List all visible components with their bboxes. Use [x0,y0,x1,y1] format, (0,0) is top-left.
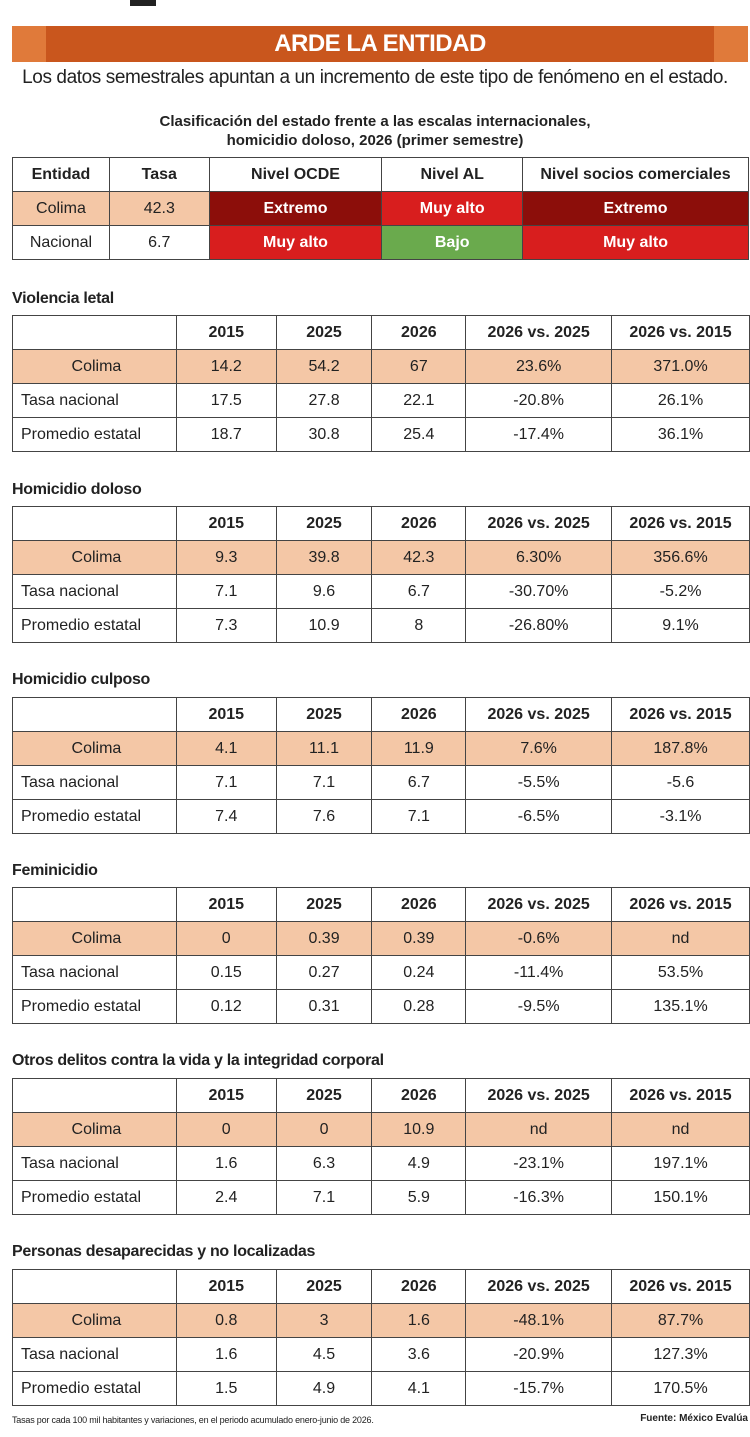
table-row [13,418,750,452]
table-row [13,1181,750,1215]
table-row [13,732,750,766]
header-cell: 2026 vs. 2015 [612,507,750,541]
table-cell: 8 [372,609,466,643]
header-cell: 2026 [372,698,466,732]
table-cell: -9.5% [466,990,612,1024]
header-cell: 2026 [372,316,466,350]
table-row [13,1304,750,1338]
table-cell: 0.39 [276,922,372,956]
table-cell: 7.3 [176,609,276,643]
table-cell: 187.8% [612,732,750,766]
table-cell: 127.3% [612,1338,750,1372]
table-cell: 17.5 [176,384,276,418]
row-label: Colima [13,1304,177,1338]
table-cell: nd [466,1113,612,1147]
table-cell: 0.15 [176,956,276,990]
row-label: Tasa nacional [13,1147,177,1181]
header-cell: 2015 [176,316,276,350]
table-cell: 10.9 [372,1113,466,1147]
table-row [13,1113,750,1147]
table-cell: -6.5% [466,800,612,834]
table-cell: 3 [276,1304,372,1338]
table-cell: -48.1% [466,1304,612,1338]
header-cell: 2025 [276,316,372,350]
table-cell: 1.6 [176,1147,276,1181]
row-label: Colima [13,922,177,956]
table-header-row [13,888,750,922]
classification-title-line2: homicidio doloso, 2026 (primer semestre) [226,132,524,149]
header-cell: 2015 [176,507,276,541]
table-row [13,350,750,384]
nivel-ocde-badge: Muy alto [209,226,382,260]
nivel-socios-badge: Extremo [523,192,749,226]
classification-row-colima [13,192,749,226]
table-cell: 0.28 [372,990,466,1024]
table-cell: 197.1% [612,1147,750,1181]
table-cell: 1.6 [372,1304,466,1338]
table-cell: 2.4 [176,1181,276,1215]
header-cell: 2026 vs. 2015 [612,698,750,732]
row-label: Promedio estatal [13,609,177,643]
table-cell: 7.4 [176,800,276,834]
table-cell: 7.1 [176,766,276,800]
table-row [13,541,750,575]
table-cell: 371.0% [612,350,750,384]
table-cell: 6.30% [466,541,612,575]
row-label: Promedio estatal [13,1181,177,1215]
table-cell: 18.7 [176,418,276,452]
table-cell: 1.5 [176,1372,276,1406]
table-cell: -17.4% [466,418,612,452]
header-blank-cell [13,698,177,732]
table-cell: -5.6 [612,766,750,800]
table-cell: 11.9 [372,732,466,766]
nivel-al-badge: Muy alto [382,192,523,226]
footnote: Tasas por cada 100 mil habitantes y variaciones, en el periodo acumulado enero-junio de 2026. [12,1415,374,1425]
table-cell: -20.8% [466,384,612,418]
header-cell: 2025 [276,1079,372,1113]
header-cell: 2015 [176,1270,276,1304]
header-nivel-al: Nivel AL [382,158,523,192]
header-entidad: Entidad [13,158,110,192]
table-cell: 170.5% [612,1372,750,1406]
page-subtitle: Los datos semestrales apuntan a un incremento de este tipo de fenómeno en el estado. [22,67,728,88]
classification-table [12,157,749,260]
section-title: Homicidio doloso [12,481,142,498]
section-title: Violencia letal [12,290,114,307]
row-label: Tasa nacional [13,575,177,609]
header-cell: 2026 vs. 2025 [466,1270,612,1304]
header-cell: 2026 vs. 2015 [612,1270,750,1304]
table-row [13,1338,750,1372]
entidad-cell: Nacional [13,226,110,260]
table-cell: 6.7 [372,766,466,800]
table-cell: 9.6 [276,575,372,609]
table-cell: 87.7% [612,1304,750,1338]
table-cell: 6.3 [276,1147,372,1181]
row-label: Promedio estatal [13,990,177,1024]
table-row [13,956,750,990]
table-cell: 10.9 [276,609,372,643]
header-cell: 2026 [372,1079,466,1113]
table-cell: 23.6% [466,350,612,384]
table-cell: 0.24 [372,956,466,990]
header-cell: 2015 [176,698,276,732]
table-cell: 0.12 [176,990,276,1024]
header-blank-cell [13,888,177,922]
header-cell: 2026 vs. 2025 [466,698,612,732]
table-cell: 26.1% [612,384,750,418]
row-label: Tasa nacional [13,956,177,990]
table-cell: 7.6 [276,800,372,834]
tasa-cell: 6.7 [109,226,209,260]
table-cell: 14.2 [176,350,276,384]
data-table [12,1078,750,1215]
row-label: Promedio estatal [13,800,177,834]
classification-title [0,112,750,150]
header-blank-cell [13,1079,177,1113]
table-cell: 0 [276,1113,372,1147]
table-header-row [13,507,750,541]
header-cell: 2026 vs. 2025 [466,507,612,541]
nivel-socios-badge: Muy alto [523,226,749,260]
table-cell: -30.70% [466,575,612,609]
section-title: Homicidio culposo [12,671,151,688]
table-cell: 7.6% [466,732,612,766]
table-cell: nd [612,1113,750,1147]
header-cell: 2025 [276,698,372,732]
table-row [13,922,750,956]
nivel-ocde-badge: Extremo [209,192,382,226]
table-cell: 42.3 [372,541,466,575]
table-cell: 0.27 [276,956,372,990]
header-blank-cell [13,1270,177,1304]
table-cell: 356.6% [612,541,750,575]
row-label: Colima [13,541,177,575]
section-title: Feminicidio [12,862,98,879]
header-nivel-socios: Nivel socios comerciales [523,158,749,192]
table-cell: 7.1 [176,575,276,609]
table-cell: 22.1 [372,384,466,418]
header-cell: 2025 [276,507,372,541]
table-cell: 0 [176,922,276,956]
classification-header-row [13,158,749,192]
table-cell: 135.1% [612,990,750,1024]
table-cell: 4.1 [372,1372,466,1406]
header-cell: 2026 [372,888,466,922]
table-cell: nd [612,922,750,956]
header-cell: 2026 vs. 2025 [466,1079,612,1113]
table-cell: 6.7 [372,575,466,609]
table-header-row [13,1270,750,1304]
table-cell: 9.3 [176,541,276,575]
table-header-row [13,698,750,732]
table-cell: 150.1% [612,1181,750,1215]
table-cell: 53.5% [612,956,750,990]
table-cell: 7.1 [276,1181,372,1215]
data-table [12,506,750,643]
table-cell: -23.1% [466,1147,612,1181]
row-label: Colima [13,350,177,384]
row-label: Colima [13,732,177,766]
header-tasa: Tasa [109,158,209,192]
table-cell: 4.5 [276,1338,372,1372]
table-cell: 4.9 [372,1147,466,1181]
table-row [13,800,750,834]
table-cell: 25.4 [372,418,466,452]
row-label: Tasa nacional [13,384,177,418]
header-cell: 2026 vs. 2025 [466,888,612,922]
header-nivel-ocde: Nivel OCDE [209,158,382,192]
table-cell: 4.1 [176,732,276,766]
row-label: Promedio estatal [13,1372,177,1406]
row-label: Colima [13,1113,177,1147]
section-title: Otros delitos contra la vida y la integridad corporal [12,1052,384,1069]
header-cell: 2026 [372,1270,466,1304]
nivel-al-badge: Bajo [382,226,523,260]
table-cell: 0 [176,1113,276,1147]
table-row [13,1372,750,1406]
header-cell: 2026 vs. 2025 [466,316,612,350]
section-title: Personas desaparecidas y no localizadas [12,1243,316,1260]
row-label: Tasa nacional [13,766,177,800]
header-blank-cell [13,507,177,541]
table-cell: -5.5% [466,766,612,800]
table-row [13,766,750,800]
table-cell: 11.1 [276,732,372,766]
table-cell: 54.2 [276,350,372,384]
entidad-cell: Colima [13,192,110,226]
classification-row-nacional [13,226,749,260]
table-row [13,575,750,609]
table-cell: 39.8 [276,541,372,575]
table-cell: 67 [372,350,466,384]
header-cell: 2015 [176,1079,276,1113]
page-title: ARDE LA ENTIDAD [274,30,486,57]
title-banner [12,26,748,62]
data-table [12,1269,750,1406]
table-cell: 3.6 [372,1338,466,1372]
table-cell: -11.4% [466,956,612,990]
header-cell: 2026 vs. 2015 [612,888,750,922]
data-table [12,697,750,834]
table-header-row [13,1079,750,1113]
table-cell: -0.6% [466,922,612,956]
table-cell: -15.7% [466,1372,612,1406]
table-row [13,1147,750,1181]
table-cell: 7.1 [276,766,372,800]
header-cell: 2026 [372,507,466,541]
header-blank-cell [13,316,177,350]
top-mark [130,0,156,6]
table-cell: 7.1 [372,800,466,834]
table-cell: 27.8 [276,384,372,418]
table-cell: 9.1% [612,609,750,643]
row-label: Promedio estatal [13,418,177,452]
source-credit: Fuente: México Evalúa [640,1413,748,1424]
table-cell: 36.1% [612,418,750,452]
table-cell: 0.31 [276,990,372,1024]
table-cell: 1.6 [176,1338,276,1372]
table-cell: 30.8 [276,418,372,452]
data-table [12,887,750,1024]
table-cell: -3.1% [612,800,750,834]
data-table [12,315,750,452]
tasa-cell: 42.3 [109,192,209,226]
table-cell: -5.2% [612,575,750,609]
header-cell: 2025 [276,888,372,922]
table-cell: -26.80% [466,609,612,643]
header-cell: 2026 vs. 2015 [612,1079,750,1113]
table-row [13,609,750,643]
table-row [13,990,750,1024]
classification-title-line1: Clasificación del estado frente a las escalas internacionales, [159,113,591,130]
header-cell: 2015 [176,888,276,922]
table-header-row [13,316,750,350]
table-row [13,384,750,418]
table-cell: 0.8 [176,1304,276,1338]
table-cell: -16.3% [466,1181,612,1215]
table-cell: 5.9 [372,1181,466,1215]
table-cell: 0.39 [372,922,466,956]
table-cell: -20.9% [466,1338,612,1372]
header-cell: 2025 [276,1270,372,1304]
row-label: Tasa nacional [13,1338,177,1372]
table-cell: 4.9 [276,1372,372,1406]
header-cell: 2026 vs. 2015 [612,316,750,350]
